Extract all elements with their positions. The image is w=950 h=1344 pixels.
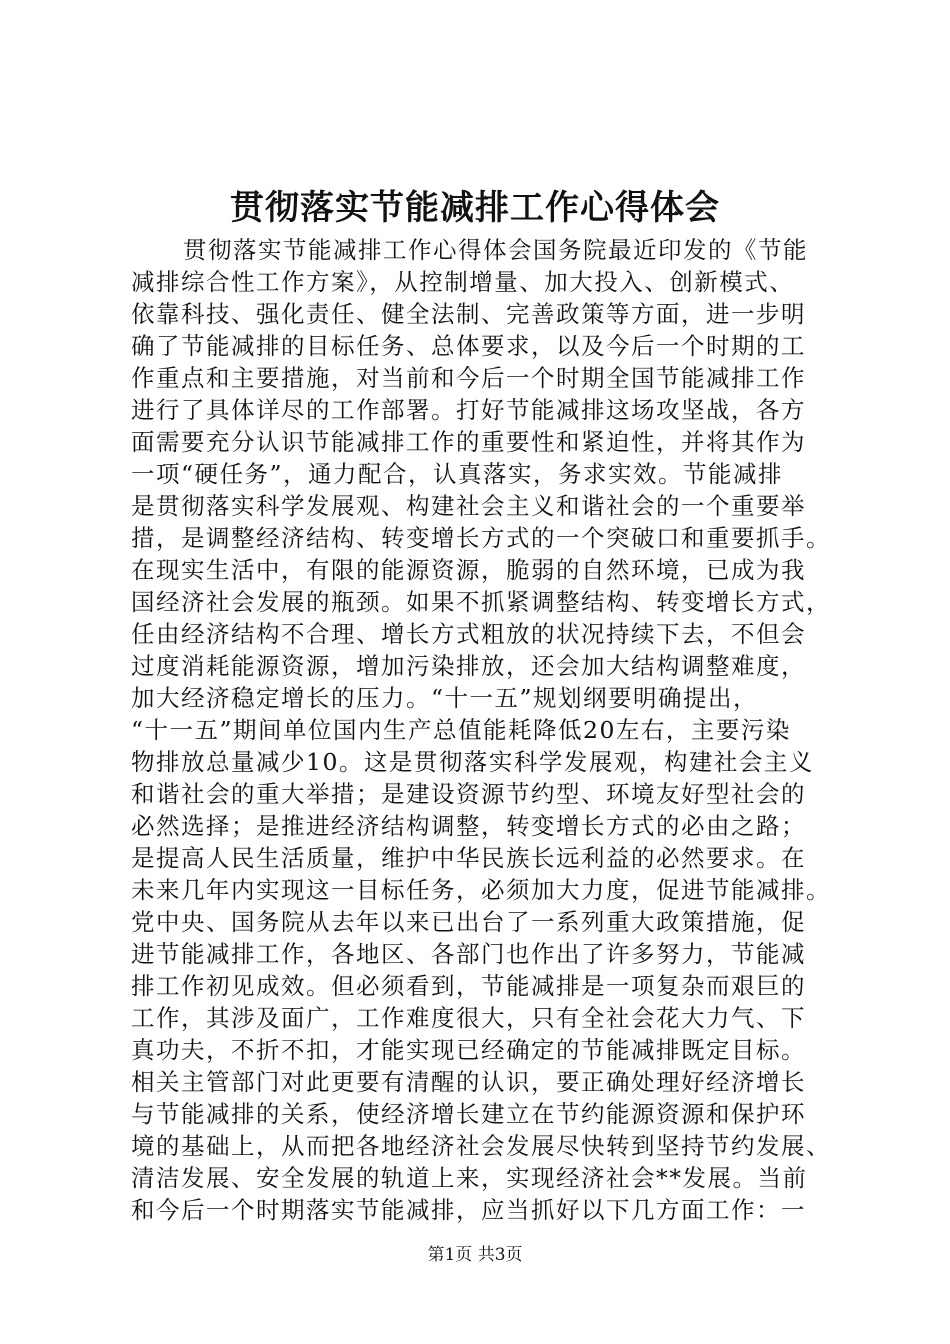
body-line: 物排放总量减少10。这是贯彻落实科学发展观，构建社会主义: [131, 748, 814, 776]
body-line: 任由经济结构不合理、增长方式粗放的状况持续下去，不但会: [131, 620, 806, 648]
body-line: 清洁发展、安全发展的轨道上来，实现经济社会**发展。当前: [131, 1164, 808, 1192]
body-line: 是贯彻落实科学发展观、构建社会主义和谐社会的一个重要举: [131, 492, 806, 520]
body-line: 与节能减排的关系，使经济增长建立在节约能源资源和保护环: [131, 1100, 806, 1128]
body-line: 排工作初见成效。但必须看到，节能减排是一项复杂而艰巨的: [131, 972, 806, 1000]
body-line: 依靠科技、强化责任、健全法制、完善政策等方面，进一步明: [131, 300, 806, 328]
document-title: 贯彻落实节能减排工作心得体会: [230, 188, 720, 228]
body-line: 工作，其涉及面广，工作难度很大，只有全社会花大力气、下: [131, 1004, 806, 1032]
body-line: 党中央、国务院从去年以来已出台了一系列重大政策措施，促: [131, 908, 806, 936]
body-line: 作重点和主要措施，对当前和今后一个时期全国节能减排工作: [131, 364, 806, 392]
body-line: 必然选择；是推进经济结构调整，转变增长方式的必由之路；: [131, 812, 806, 840]
body-line: 贯彻落实节能减排工作心得体会国务院最近印发的《节能: [183, 236, 808, 264]
body-line: 进行了具体详尽的工作部署。打好节能减排这场攻坚战，各方: [131, 396, 806, 424]
body-line: “十一五”期间单位国内生产总值能耗降低20左右，主要污染: [131, 716, 791, 744]
body-line: 国经济社会发展的瓶颈。如果不抓紧调整结构、转变增长方式，: [131, 588, 831, 616]
body-line: 和今后一个时期落实节能减排，应当抓好以下几方面工作：一: [131, 1196, 806, 1224]
body-line: 是提高人民生活质量，维护中华民族长远利益的必然要求。在: [131, 844, 806, 872]
body-line: 面需要充分认识节能减排工作的重要性和紧迫性，并将其作为: [131, 428, 806, 456]
body-line: 进节能减排工作，各地区、各部门也作出了许多努力，节能减: [131, 940, 806, 968]
body-line: 相关主管部门对此更要有清醒的认识，要正确处理好经济增长: [131, 1068, 806, 1096]
body-line: 未来几年内实现这一目标任务，必须加大力度，促进节能减排。: [131, 876, 831, 904]
body-line: 和谐社会的重大举措；是建设资源节约型、环境友好型社会的: [131, 780, 806, 808]
body-line: 在现实生活中，有限的能源资源，脆弱的自然环境，已成为我: [131, 556, 806, 584]
body-line: 真功夫，不折不扣，才能实现已经确定的节能减排既定目标。: [131, 1036, 806, 1064]
body-line: 境的基础上，从而把各地经济社会发展尽快转到坚持节约发展、: [131, 1132, 831, 1160]
body-line: 一项“硬任务”，通力配合，认真落实，务求实效。节能减排: [131, 460, 784, 488]
document-body: [131, 234, 831, 1226]
body-line: 加大经济稳定增长的压力。“十一五”规划纲要明确提出，: [131, 684, 759, 712]
page-number-footer: 第1页 共3页: [427, 1245, 523, 1265]
body-line: 确了节能减排的目标任务、总体要求，以及今后一个时期的工: [131, 332, 806, 360]
body-line: 过度消耗能源资源，增加污染排放，还会加大结构调整难度，: [131, 652, 806, 680]
body-line: 减排综合性工作方案》，从控制增量、加大投入、创新模式、: [131, 268, 795, 296]
body-line: 措，是调整经济结构、转变增长方式的一个突破口和重要抓手。: [131, 524, 831, 552]
